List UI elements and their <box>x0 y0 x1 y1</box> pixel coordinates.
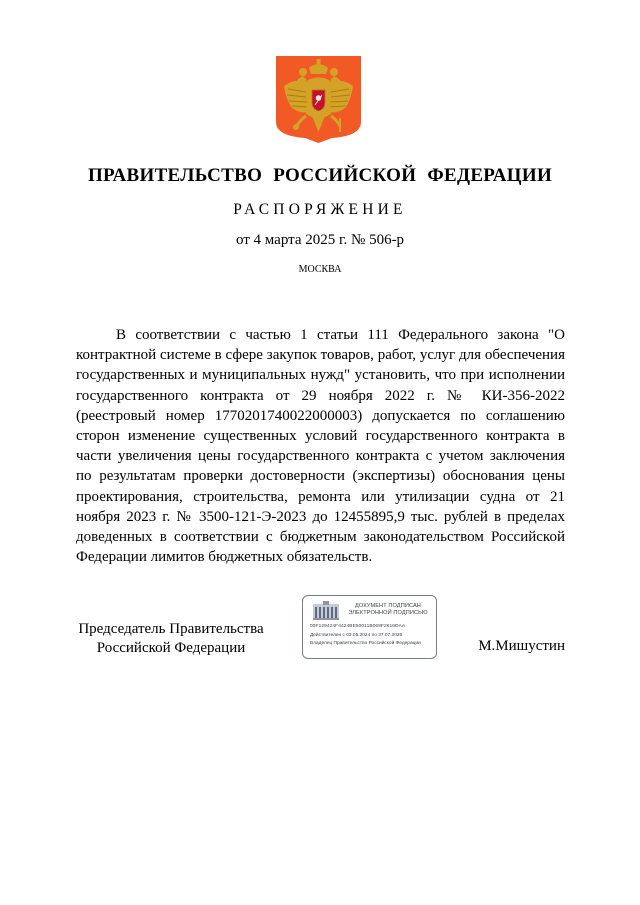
russian-coat-of-arms-icon <box>276 56 361 143</box>
signatory-title <box>64 620 278 657</box>
signatory-title-line2: Российской Федерации <box>96 639 246 656</box>
certificate-owner: Владелец Правительство Российской Федерации <box>310 641 421 646</box>
electronic-signature-stamp <box>302 595 437 659</box>
order-paragraph: В соответствии с частью 1 статьи 111 Федерального закона "О контрактной системе в сфере закупок товаров, работ, услуг для обеспечения государственных и муниципальных нужд" установить, что при исполнении государственного контракта от 29 ноября 2022 г. № КИ-356-2022 (реестровый номер 1770201740022000003) допускается по соглашению сторон изменение существенных условий государственного контракта в части увеличения цены государственного контракта с учетом заключения по результатам проверки достоверности (экспертизы) обоснования цены проектирования, строительства, ремонта или утилизации судна от 21 ноября 2023 г. № 3500-121-Э-2023 до 12455895,9 тыс. рублей в пределах доведенных в соответствии с бюджетным законодательством Российской Федерации лимитов бюджетных обязательств. <box>76 327 565 566</box>
signatory-name: М.Мишустин <box>478 638 565 654</box>
signature-heading-line2: ЭЛЕКТРОННОЙ ПОДПИСЬЮ <box>348 609 428 616</box>
document-city: МОСКВА <box>298 264 342 275</box>
certificate-validity: Действителен с 03.05.2024 по 27.07.2025 <box>310 633 403 638</box>
government-building-icon <box>312 601 340 620</box>
signature-heading <box>343 603 433 616</box>
signature-heading-line1: ДОКУМЕНТ ПОДПИСАН <box>355 603 421 609</box>
government-title: ПРАВИТЕЛЬСТВО РОССИЙСКОЙ ФЕДЕРАЦИИ <box>87 165 553 186</box>
document-type: РАСПОРЯЖЕНИЕ <box>233 201 407 218</box>
document-date-number: от 4 марта 2025 г. № 506-р <box>235 232 405 248</box>
signatory-title-line1: Председатель Правительства <box>78 621 264 637</box>
certificate-number: 00F129424F4424BE50011B068F2616DAA <box>310 624 406 629</box>
